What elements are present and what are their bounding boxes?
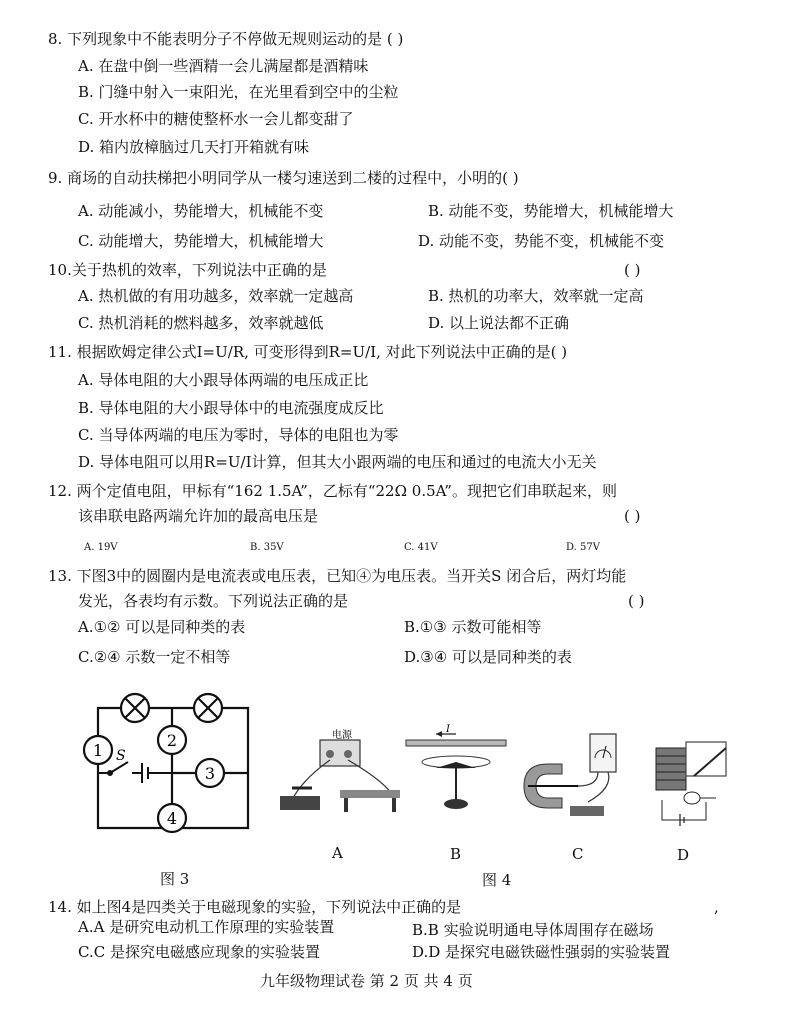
q12-option-b: B. 35V bbox=[250, 542, 284, 553]
q11-option-b: B. 导体电阻的大小跟导体中的电流强度成反比 bbox=[78, 399, 384, 417]
q13-option-c: C.②④ 示数一定不相等 bbox=[78, 648, 231, 666]
q10-stem: 10.关于热机的效率，下列说法中正确的是 bbox=[48, 261, 327, 279]
q13-stem-line2: 发光，各表均有示数。下列说法正确的是 bbox=[78, 592, 349, 610]
page-footer: 九年级物理试卷 第 2 页 共 4 页 bbox=[260, 972, 473, 990]
q13-answer-paren: ( ) bbox=[628, 592, 645, 610]
figure-3-circuit bbox=[80, 688, 260, 848]
q9-option-d: D. 动能不变，势能不变，机械能不变 bbox=[418, 232, 665, 250]
q14-option-b: B.B 实验说明通电导体周围存在磁场 bbox=[412, 921, 654, 939]
q9-option-b: B. 动能不变，势能增大，机械能增大 bbox=[428, 202, 674, 220]
q11-option-d: D. 导体电阻可以用R=U/I计算，但其大小跟两端的电压和通过的电流大小无关 bbox=[78, 453, 597, 471]
q8-option-d: D. 箱内放樟脑过几天打开箱就有味 bbox=[78, 138, 310, 156]
q10-answer-paren: ( ) bbox=[624, 261, 641, 279]
figure-4-caption: 图 4 bbox=[482, 871, 512, 889]
q13-option-d: D.③④ 可以是同种类的表 bbox=[404, 648, 572, 666]
q12-stem-line2: 该串联电路两端允许加的最高电压是 bbox=[78, 507, 319, 525]
q14-comma: , bbox=[714, 898, 719, 916]
figure-4b-apparatus bbox=[406, 724, 506, 814]
figure-4d-apparatus bbox=[656, 738, 740, 832]
q13-option-a: A.①② 可以是同种类的表 bbox=[78, 618, 246, 636]
q14-option-a: A.A 是研究电动机工作原理的实验装置 bbox=[78, 918, 335, 936]
lamp-1 bbox=[121, 694, 149, 722]
switch-label: S bbox=[116, 748, 126, 764]
q14-stem: 14. 如上图4是四类关于电磁现象的实验，下列说法中正确的是 bbox=[48, 898, 462, 916]
q9-option-a: A. 动能减小，势能增大，机械能不变 bbox=[78, 202, 324, 220]
meter-4-label: 4 bbox=[166, 809, 178, 828]
q10-option-d: D. 以上说法都不正确 bbox=[428, 314, 570, 332]
figure-4c-apparatus bbox=[518, 728, 628, 824]
q11-option-a: A. 导体电阻的大小跟导体两端的电压成正比 bbox=[78, 371, 369, 389]
meter-1-label: 1 bbox=[92, 741, 104, 760]
q12-stem: 12. 两个定值电阻，甲标有“162 1.5A”，乙标有“22Ω 0.5A”。现把它们串联起来，则 bbox=[48, 482, 617, 500]
q11-option-c: C. 当导体两端的电压为零时，导体的电阻也为零 bbox=[78, 426, 399, 444]
q8-option-b: B. 门缝中射入一束阳光，在光里看到空中的尘粒 bbox=[78, 83, 399, 101]
figure-4d-label: D bbox=[677, 846, 690, 864]
q14-option-c: C.C 是探究电磁感应现象的实验装置 bbox=[78, 943, 320, 961]
q10-option-a: A. 热机做的有用功越多，效率就一定越高 bbox=[78, 287, 354, 305]
q10-option-b: B. 热机的功率大，效率就一定高 bbox=[428, 287, 644, 305]
q8-stem: 8. 下列现象中不能表明分子不停做无规则运动的是 ( ) bbox=[48, 30, 404, 48]
figure-4a-apparatus bbox=[272, 730, 412, 822]
q14-option-d: D.D 是探究电磁铁磁性强弱的实验装置 bbox=[412, 943, 671, 961]
q13-stem: 13. 下图3中的圆圈内是电流表或电压表，已知④为电压表。当开关S 闭合后，两灯均能 bbox=[48, 567, 627, 585]
q11-stem: 11. 根据欧姆定律公式I=U/R, 可变形得到R=U/I, 对此下列说法中正确的是( ) bbox=[48, 343, 568, 361]
lamp-2 bbox=[194, 694, 222, 722]
q12-option-c: C. 41V bbox=[404, 542, 438, 553]
q10-option-c: C. 热机消耗的燃料越多，效率就越低 bbox=[78, 314, 324, 332]
figure-4b-label: B bbox=[450, 845, 462, 863]
meter-3-label: 3 bbox=[204, 764, 216, 783]
q8-option-a: A. 在盘中倒一些酒精一会儿满屋都是酒精味 bbox=[78, 57, 369, 75]
figure-3-caption: 图 3 bbox=[160, 870, 190, 888]
power-label: 电源 bbox=[332, 730, 352, 741]
figure-4c-label: C bbox=[572, 845, 584, 863]
q9-stem: 9. 商场的自动扶梯把小明同学从一楼匀速送到二楼的过程中，小明的( ) bbox=[48, 169, 519, 187]
figure-4a-label: A bbox=[332, 844, 343, 862]
q12-answer-paren: ( ) bbox=[624, 507, 641, 525]
q13-option-b: B.①③ 示数可能相等 bbox=[404, 618, 542, 636]
meter-2-label: 2 bbox=[166, 731, 178, 750]
q12-option-a: A. 19V bbox=[84, 542, 118, 553]
q8-option-c: C. 开水杯中的糖使整杯水一会儿都变甜了 bbox=[78, 110, 354, 128]
current-label: I bbox=[446, 724, 450, 735]
q9-option-c: C. 动能增大，势能增大，机械能增大 bbox=[78, 232, 324, 250]
q12-option-d: D. 57V bbox=[566, 542, 600, 553]
